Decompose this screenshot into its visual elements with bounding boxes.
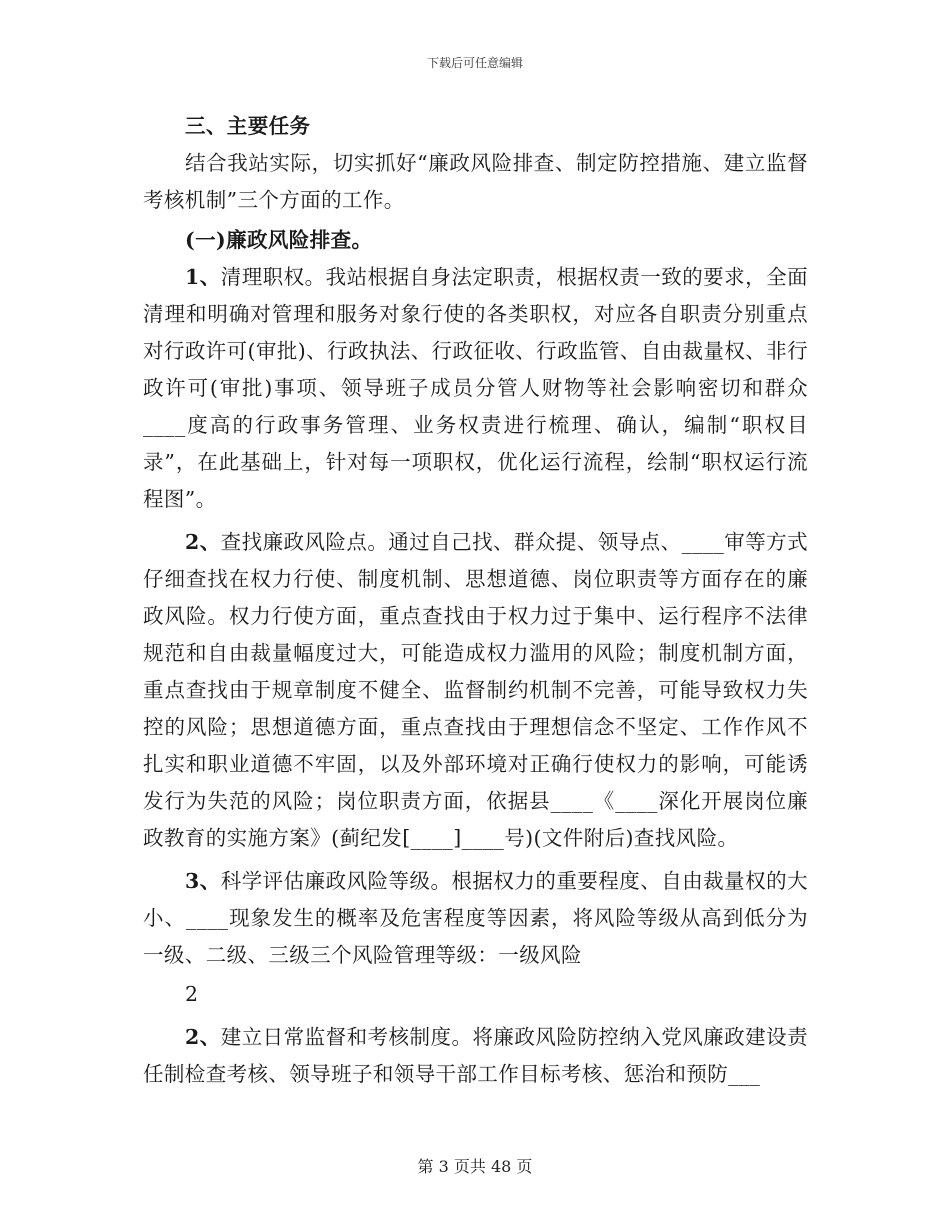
subsection-title: (一)廉政风险排查。: [185, 228, 373, 252]
item-number: 1、: [185, 265, 221, 289]
item-text: 建立日常监督和考核制度。将廉政风险防控纳入党风廉政建设责任制检查考核、领导班子和领导干部工作目标考核、惩治和预防___: [143, 1025, 808, 1086]
header-note: 下载后可任意编辑: [426, 56, 523, 70]
item-text: 清理职权。我站根据自身法定职责，根据权责一致的要求，全面清理和明确对管理和服务对象行使的各类职权，对应各自职责分别重点对行政许可(审批)、行政执法、行政征收、行政监管、自由裁量权、非行政许可(审批)事项、领导班子成员分管人财物等社会影响密切和群众____度高的行政事务管理、业务权责进行梳理、确认，编制“职权目录”，在此基础上，针对每一项职权，优化运行流程，绘制“职权运行流程图”。: [143, 265, 808, 511]
paragraph-item-3: [143, 863, 808, 974]
section-title: 三、主要任务: [185, 114, 311, 138]
intro-paragraph: 结合我站实际，切实抓好“廉政风险排查、制定防控措施、建立监督考核机制”三个方面的工作。: [143, 151, 808, 212]
paragraph-item-1: [143, 259, 808, 518]
paragraph-item-2: [143, 524, 808, 857]
item-text: 科学评估廉政风险等级。根据权力的重要程度、自由裁量权的大小、____现象发生的概率及危害程度等因素，将风险等级从高到低分为一级、二级、三级三个风险管理等级：一级风险: [143, 869, 808, 967]
item-number: 2、: [185, 1025, 221, 1049]
item-number: 2、: [185, 530, 221, 554]
page-marker: 2: [185, 982, 199, 1006]
item-text: 查找廉政风险点。通过自己找、群众提、领导点、____审等方式仔细查找在权力行使、制度机制、思想道德、岗位职责等方面存在的廉政风险。权力行使方面，重点查找由于权力过于集中、运行程序不法律规范和自由裁量幅度过大，可能造成权力滥用的风险；制度机制方面，重点查找由于规章制度不健全、监督制约机制不完善，可能导致权力失控的风险；思想道德方面，重点查找由于理想信念不坚定、工作作风不扎实和职业道德不牢固，以及外部环境对正确行使权力的影响，可能诱发行为失范的风险；岗位职责方面，依据县____《____深化开展岗位廉政教育的实施方案》(蓟纪发[____]____号)(文件附后)查找风险。: [143, 530, 808, 850]
item-number: 3、: [185, 869, 221, 893]
page-footer: 第 3 页共 48 页: [417, 1157, 533, 1176]
document-body: [143, 108, 808, 1093]
paragraph-item-after-1: [143, 1019, 808, 1093]
